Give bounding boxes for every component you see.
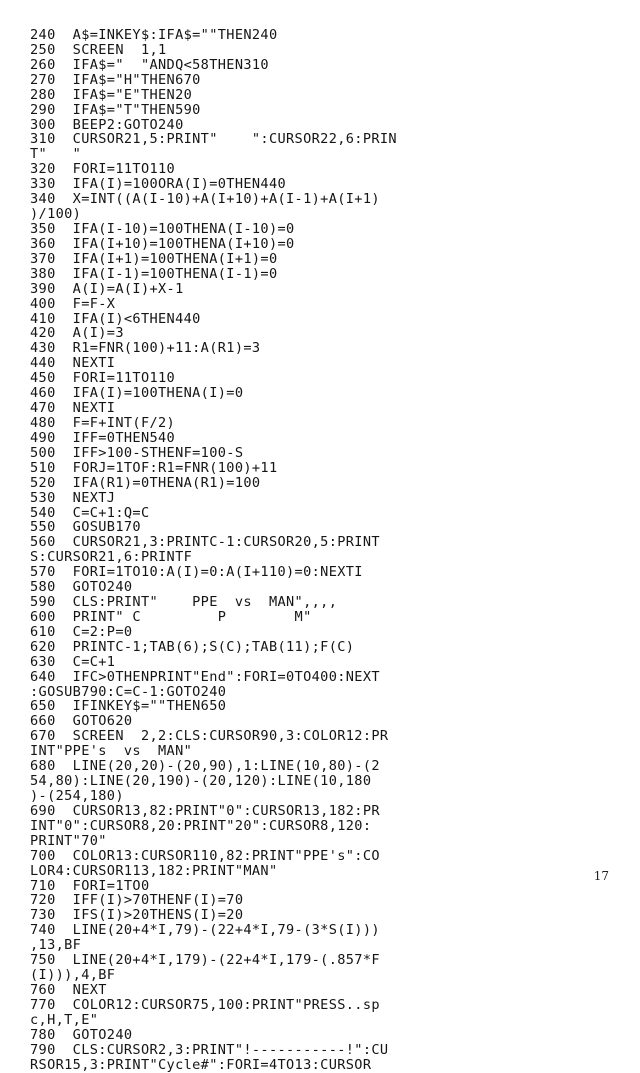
basic-program-listing (30, 28, 615, 1073)
code-line: 300 BEEP2:GOTO240 (30, 116, 184, 133)
code-line: 580 GOTO240 (30, 579, 133, 596)
code-line: 560 CURSOR21,3:PRINTC-1:CURSOR20,5:PRINT (30, 534, 380, 551)
code-line: 320 FORI=11TO110 (30, 161, 176, 178)
code-line: 420 A(I)=3 (30, 325, 124, 342)
code-line: 54,80):LINE(20,190)-(20,120):LINE(10,180 (30, 773, 372, 790)
code-line: 370 IFA(I+1)=100THENA(I+1)=0 (30, 250, 278, 267)
code-line: 610 C=2:P=0 (30, 623, 133, 640)
code-line: 310 CURSOR21,5:PRINT" ":CURSOR22,6:PRIN (30, 131, 397, 148)
code-line: 530 NEXTJ (30, 489, 116, 506)
code-line: )-(254,180) (30, 788, 124, 805)
code-line: 360 IFA(I+10)=100THENA(I+10)=0 (30, 235, 295, 252)
code-line: 540 C=C+1:Q=C (30, 504, 150, 521)
code-line: 460 IFA(I)=100THENA(I)=0 (30, 385, 244, 402)
code-line: 770 COLOR12:CURSOR75,100:PRINT"PRESS..sp (30, 996, 380, 1013)
code-line: 350 IFA(I-10)=100THENA(I-10)=0 (30, 220, 295, 237)
code-line: 650 IFINKEY$=""THEN650 (30, 698, 227, 715)
code-line: 630 C=C+1 (30, 653, 116, 670)
code-line: 710 FORI=1TO0 (30, 877, 150, 894)
code-line: 380 IFA(I-1)=100THENA(I-1)=0 (30, 265, 278, 282)
code-line: 790 CLS:CURSOR2,3:PRINT"!-----------!":CU (30, 1041, 389, 1058)
code-line: 470 NEXTI (30, 400, 116, 417)
code-line: INT"0":CURSOR8,20:PRINT"20":CURSOR8,120: (30, 817, 372, 834)
code-line: RSOR15,3:PRINT"Cycle#":FORI=4TO13:CURSOR (30, 1056, 372, 1073)
code-line: 730 IFS(I)>20THENS(I)=20 (30, 907, 244, 924)
code-line: PRINT"70" (30, 832, 107, 849)
code-line: 260 IFA$=" "ANDQ<58THEN310 (30, 56, 269, 73)
code-line: 450 FORI=11TO110 (30, 370, 176, 387)
code-line: 390 A(I)=A(I)+X-1 (30, 280, 184, 297)
code-line: 250 SCREEN 1,1 (30, 41, 167, 58)
code-line: 680 LINE(20,20)-(20,90),1:LINE(10,80)-(2 (30, 758, 380, 775)
code-line: 620 PRINTC-1;TAB(6);S(C);TAB(11);F(C) (30, 638, 355, 655)
code-line: 740 LINE(20+4*I,79)-(22+4*I,79-(3*S(I))) (30, 922, 380, 939)
code-line: 700 COLOR13:CURSOR110,82:PRINT"PPE's":CO (30, 847, 380, 864)
code-line: (I))),4,BF (30, 967, 116, 984)
code-line: c,H,T,E" (30, 1011, 99, 1028)
code-line: 490 IFF=0THEN540 (30, 429, 176, 446)
code-line: 410 IFA(I)<6THEN440 (30, 310, 201, 327)
code-line: 430 R1=FNR(100)+11:A(R1)=3 (30, 340, 261, 357)
code-line: 590 CLS:PRINT" PPE vs MAN",,,, (30, 594, 338, 611)
code-line: 780 GOTO240 (30, 1026, 133, 1043)
code-line: )/100) (30, 206, 82, 223)
code-line: 760 NEXT (30, 982, 107, 998)
code-line: 690 CURSOR13,82:PRINT"0":CURSOR13,182:PR (30, 802, 380, 819)
code-line: 720 IFF(I)>70THENF(I)=70 (30, 892, 244, 909)
code-line: 280 IFA$="E"THEN20 (30, 86, 193, 103)
code-line: 670 SCREEN 2,2:CLS:CURSOR90,3:COLOR12:PR (30, 728, 389, 745)
code-line: 640 IFC>0THENPRINT"End":FORI=0TO400:NEXT (30, 668, 380, 685)
code-line: LOR4:CURSOR113,182:PRINT"MAN" (30, 862, 278, 879)
code-line: :GOSUB790:C=C-1:GOTO240 (30, 683, 227, 700)
code-line: 240 A$=INKEY$:IFA$=""THEN240 (30, 27, 278, 43)
page-number: 17 (593, 869, 609, 883)
code-line: 600 PRINT" C P M" (30, 608, 312, 625)
code-line: 550 GOSUB170 (30, 519, 141, 536)
code-line: 570 FORI=1TO10:A(I)=0:A(I+110)=0:NEXTI (30, 564, 363, 581)
code-line: 510 FORJ=1TOF:R1=FNR(100)+11 (30, 459, 278, 476)
code-line: ,13,BF (30, 937, 82, 954)
code-line: 440 NEXTI (30, 355, 116, 372)
code-line: T" " (30, 146, 82, 163)
code-line: 750 LINE(20+4*I,179)-(22+4*I,179-(.857*F (30, 952, 380, 969)
code-line: 290 IFA$="T"THEN590 (30, 101, 201, 118)
code-line: 480 F=F+INT(F/2) (30, 414, 176, 431)
code-line: 500 IFF>100-STHENF=100-S (30, 444, 244, 461)
code-line: 340 X=INT((A(I-10)+A(I+10)+A(I-1)+A(I+1) (30, 191, 380, 208)
code-line: 330 IFA(I)=100ORA(I)=0THEN440 (30, 176, 287, 193)
code-line: 270 IFA$="H"THEN670 (30, 71, 201, 88)
code-line: 660 GOTO620 (30, 713, 133, 730)
code-line: 400 F=F-X (30, 295, 116, 312)
code-line: S:CURSOR21,6:PRINTF (30, 549, 193, 566)
code-line: 520 IFA(R1)=0THENA(R1)=100 (30, 474, 261, 491)
code-line: INT"PPE's vs MAN" (30, 743, 193, 760)
